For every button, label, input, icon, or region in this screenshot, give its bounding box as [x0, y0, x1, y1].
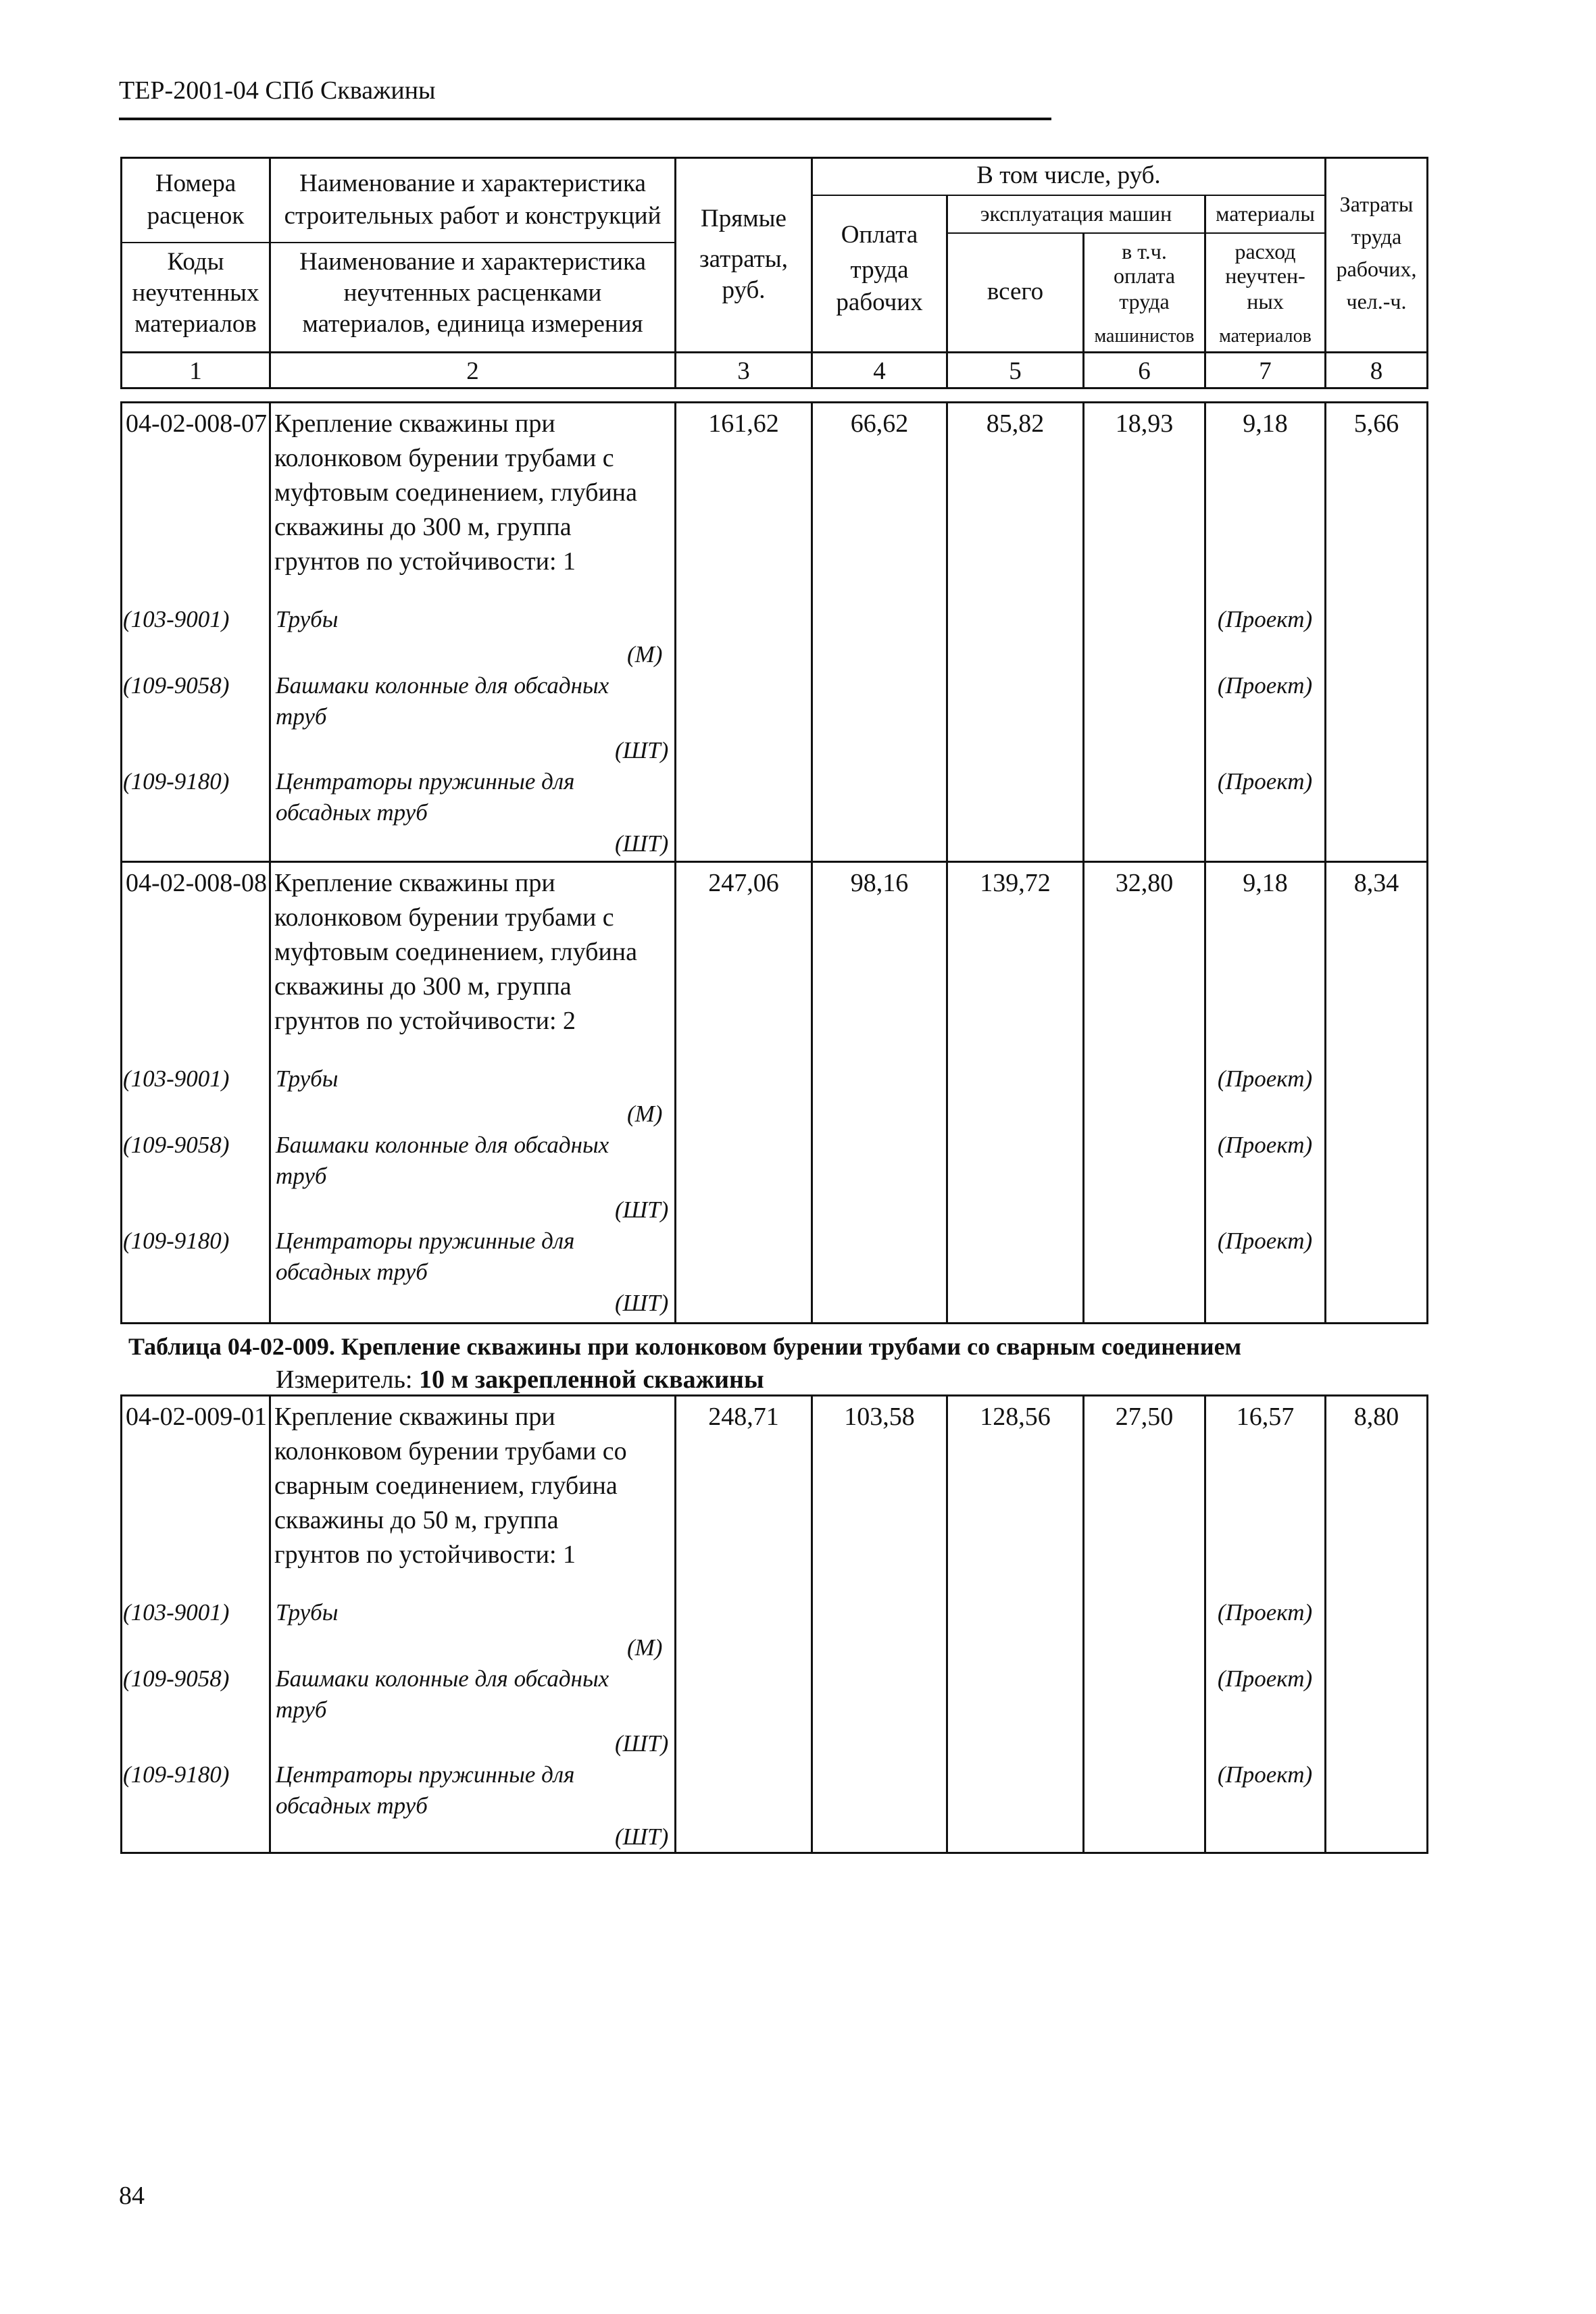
material-unit: (ШТ)	[615, 830, 669, 857]
header-rule	[119, 118, 1051, 120]
header-col1-line: расценок	[147, 202, 245, 230]
rate-description-line: Крепление скважины при	[274, 869, 555, 897]
machine-total-value: 128,56	[980, 1403, 1051, 1431]
material-amount: (Проект)	[1217, 1599, 1313, 1626]
rate-description-line: грунтов по устойчивости: 1	[274, 1540, 576, 1569]
materials-value: 9,18	[1243, 409, 1288, 438]
header-col4-line: труда	[850, 256, 909, 284]
header-col6-line: в т.ч.	[1122, 239, 1167, 263]
material-unit: (М)	[627, 1101, 663, 1127]
header-col2-line: материалов, единица измерения	[302, 310, 643, 338]
material-amount: (Проект)	[1217, 1132, 1313, 1158]
material-code: (103-9001)	[123, 1599, 230, 1626]
material-unit: (ШТ)	[615, 1197, 669, 1223]
material-amount: (Проект)	[1217, 1665, 1313, 1692]
rate-code: 04-02-009-01	[126, 1403, 267, 1431]
material-amount: (Проект)	[1217, 606, 1313, 632]
header-col8-line: чел.-ч.	[1346, 289, 1407, 313]
rate-description-line: колонковом бурении трубами с	[274, 903, 614, 932]
material-unit: (ШТ)	[615, 1823, 669, 1850]
material-name-line: труб	[276, 1696, 327, 1723]
rate-description-line: скважины до 50 м, группа	[274, 1506, 559, 1534]
rate-description-line: скважины до 300 м, группа	[274, 513, 572, 541]
worker-pay-value: 66,62	[850, 409, 909, 438]
header-col2-line: неучтенных расценками	[343, 279, 602, 307]
rate-description-line: грунтов по устойчивости: 1	[274, 547, 576, 576]
machinist-pay-value: 32,80	[1115, 869, 1174, 897]
header-col5: всего	[987, 278, 1044, 305]
material-name-line: Башмаки колонные для обсадных	[276, 1665, 609, 1692]
rate-description-line: скважины до 300 м, группа	[274, 972, 572, 1001]
material-amount: (Проект)	[1217, 1228, 1313, 1254]
material-code: (109-9058)	[123, 1132, 230, 1158]
material-name-line: труб	[276, 1163, 327, 1189]
machine-total-value: 85,82	[986, 409, 1045, 438]
material-name-line: Центраторы пружинные для	[276, 1228, 575, 1254]
header-col6-line: труда	[1119, 289, 1170, 313]
column-number: 1	[189, 357, 202, 385]
worker-pay-value: 98,16	[850, 869, 909, 897]
rate-code: 04-02-008-07	[126, 409, 267, 438]
labor-hours-value: 8,80	[1353, 1403, 1399, 1431]
rate-description-line: сварным соединением, глубина	[274, 1472, 618, 1500]
page-number: 84	[119, 2182, 145, 2210]
header-group-materials: материалы	[1216, 201, 1315, 226]
material-code: (103-9001)	[123, 1065, 230, 1092]
running-header: ТЕР-2001-04 СПб Скважины	[119, 76, 436, 105]
material-name-line: труб	[276, 703, 327, 730]
column-number: 3	[737, 357, 750, 385]
column-header-table	[120, 157, 1428, 389]
direct-costs-value: 248,71	[708, 1403, 779, 1431]
labor-hours-value: 5,66	[1353, 409, 1399, 438]
header-col3-line: руб.	[722, 276, 766, 304]
header-col2-line: Наименование и характеристика	[299, 170, 646, 197]
material-unit: (М)	[627, 641, 663, 668]
rate-code: 04-02-008-08	[126, 869, 267, 897]
material-unit: (ШТ)	[615, 1730, 669, 1757]
material-amount: (Проект)	[1217, 1761, 1313, 1788]
header-col1-line: материалов	[134, 310, 257, 338]
rate-description-line: муфтовым соединением, глубина	[274, 938, 637, 966]
header-col7-line: расход	[1235, 239, 1296, 263]
header-col6-line: оплата	[1113, 263, 1176, 288]
material-name-line: Башмаки колонные для обсадных	[276, 672, 609, 699]
material-unit: (М)	[627, 1634, 663, 1661]
direct-costs-value: 161,62	[708, 409, 779, 438]
rate-description-line: колонковом бурении трубами со	[274, 1437, 627, 1465]
header-col2-line: строительных работ и конструкций	[284, 202, 662, 230]
header-col7-line: материалов	[1219, 326, 1312, 347]
material-code: (109-9058)	[123, 672, 230, 699]
material-name-line: Центраторы пружинные для	[276, 1761, 575, 1788]
header-col1-line: неучтенных	[132, 279, 259, 307]
materials-value: 16,57	[1236, 1403, 1295, 1431]
header-col1-line: Номера	[155, 170, 236, 197]
rates-table-008	[120, 401, 1428, 1324]
material-name-line: Трубы	[276, 606, 339, 632]
machinist-pay-value: 27,50	[1115, 1403, 1174, 1431]
material-code: (109-9058)	[123, 1665, 230, 1692]
material-amount: (Проект)	[1217, 672, 1313, 699]
column-number: 2	[466, 357, 479, 385]
material-unit: (ШТ)	[615, 1290, 669, 1316]
table-title: Таблица 04-02-009. Крепление скважины при колонковом бурении трубами со сварным соединением	[128, 1333, 1242, 1360]
material-code: (109-9180)	[123, 768, 230, 795]
material-unit: (ШТ)	[615, 737, 669, 763]
header-col8-line: Затраты	[1339, 192, 1414, 216]
material-name-line: Башмаки колонные для обсадных	[276, 1132, 609, 1158]
rate-description-line: Крепление скважины при	[274, 1403, 555, 1431]
header-group-machines: эксплуатация машин	[980, 201, 1172, 226]
worker-pay-value: 103,58	[844, 1403, 915, 1431]
header-col2-line: Наименование и характеристика	[299, 248, 646, 276]
material-amount: (Проект)	[1217, 768, 1313, 795]
direct-costs-value: 247,06	[708, 869, 779, 897]
header-col4-line: рабочих	[836, 288, 923, 316]
material-amount: (Проект)	[1217, 1065, 1313, 1092]
column-number: 8	[1370, 357, 1383, 385]
meter-line	[276, 1365, 764, 1394]
column-number: 4	[873, 357, 886, 385]
machine-total-value: 139,72	[980, 869, 1051, 897]
header-col3-line: Прямые	[701, 205, 787, 232]
material-code: (103-9001)	[123, 606, 230, 632]
rate-description-line: грунтов по устойчивости: 2	[274, 1007, 576, 1035]
header-col7-line: ных	[1247, 289, 1284, 313]
material-name-line: Трубы	[276, 1065, 339, 1092]
materials-value: 9,18	[1243, 869, 1288, 897]
column-number: 5	[1009, 357, 1022, 385]
rates-table-009	[120, 1394, 1428, 1854]
material-code: (109-9180)	[123, 1761, 230, 1788]
material-code: (109-9180)	[123, 1228, 230, 1254]
header-col8-line: рабочих,	[1336, 257, 1417, 281]
meter-label: Измеритель:	[276, 1365, 419, 1394]
material-name-line: Трубы	[276, 1599, 339, 1626]
material-name-line: обсадных труб	[276, 1792, 428, 1819]
header-col1-line: Коды	[167, 248, 224, 276]
header-col8-line: труда	[1351, 224, 1402, 249]
column-number: 7	[1259, 357, 1272, 385]
meter-value: 10 м закрепленной скважины	[419, 1365, 764, 1394]
header-col7-line: неучтен-	[1225, 263, 1305, 288]
labor-hours-value: 8,34	[1353, 869, 1399, 897]
header-col6-line: машинистов	[1094, 326, 1195, 347]
material-name-line: обсадных труб	[276, 799, 428, 826]
rate-description-line: Крепление скважины при	[274, 409, 555, 438]
material-name-line: Центраторы пружинные для	[276, 768, 575, 795]
header-col4-line: Оплата	[841, 221, 918, 249]
rate-description-line: муфтовым соединением, глубина	[274, 478, 637, 507]
machinist-pay-value: 18,93	[1115, 409, 1174, 438]
header-group-including: В том числе, руб.	[976, 161, 1161, 189]
rate-description-line: колонковом бурении трубами с	[274, 444, 614, 472]
material-name-line: обсадных труб	[276, 1259, 428, 1285]
column-number: 6	[1138, 357, 1151, 385]
header-col3-line: затраты,	[699, 245, 788, 273]
